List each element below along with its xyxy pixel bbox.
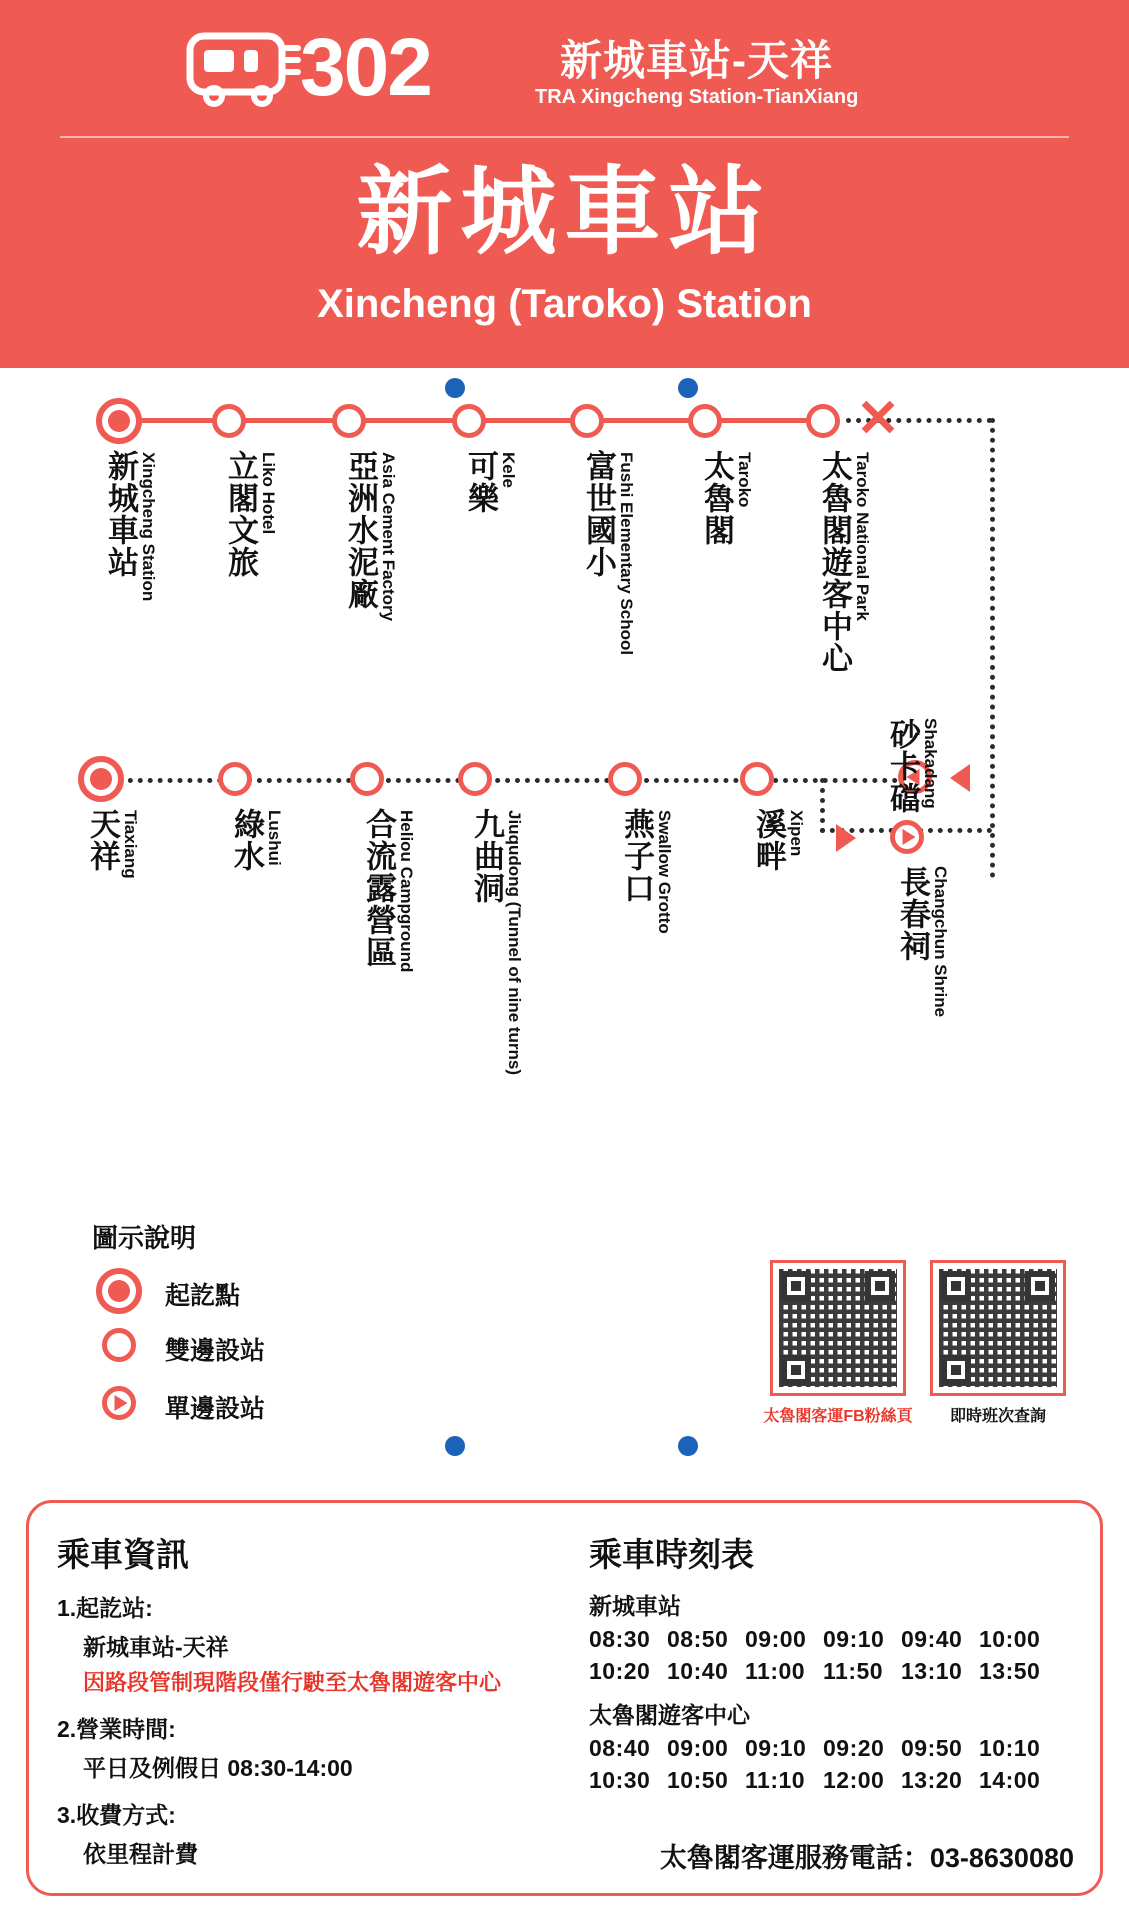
ride-info-section xyxy=(57,1529,577,1869)
stop-marker-swallow-grotto[interactable] xyxy=(608,762,642,796)
legend-both-side-stop-icon xyxy=(102,1328,136,1362)
legend-label-0: 起訖點 xyxy=(165,1282,241,1310)
stop-marker-tiaxiang[interactable] xyxy=(78,756,124,802)
timetable-row xyxy=(589,1767,1089,1794)
bus-icon xyxy=(186,30,304,108)
route-map xyxy=(0,368,1129,1478)
stop-marker-changchun-shrine[interactable] xyxy=(890,820,924,854)
stop-label-en-1: Liko Hotel xyxy=(259,452,278,535)
stop-label-en-4: Fushi Elementary School xyxy=(617,452,636,656)
stop-label-zh-10: 九曲洞 xyxy=(469,808,504,904)
info-panel xyxy=(26,1500,1103,1896)
stop-marker-heliou-campground[interactable] xyxy=(350,762,384,796)
decor-dot xyxy=(678,1436,698,1456)
qr-code-facebook[interactable] xyxy=(770,1260,906,1396)
time-cell: 11:10 xyxy=(745,1767,806,1793)
stop-label-en-11: Swallow Grotto xyxy=(655,810,674,934)
stop-label-zh-2: 亞洲水泥廠 xyxy=(343,450,378,610)
service-suspended-x-icon: ✕ xyxy=(856,390,900,448)
inbound-route-connector xyxy=(820,778,825,833)
timetable-section xyxy=(589,1529,1089,1794)
time-cell: 09:40 xyxy=(901,1626,963,1652)
timetable-station-0: 新城車站 xyxy=(589,1593,681,1619)
stop-label-en-2: Asia Cement Factory xyxy=(379,452,398,622)
stop-label-en-7: Tiaxiang xyxy=(121,810,140,879)
timetable-title: 乘車時刻表 xyxy=(589,1536,754,1573)
qr-caption-realtime: 即時班次查詢 xyxy=(949,1408,1046,1425)
decor-dot xyxy=(445,1436,465,1456)
time-cell: 13:20 xyxy=(901,1767,963,1793)
stop-label-zh-4: 富世國小 xyxy=(581,450,616,578)
stop-label-zh-13: 長春祠 xyxy=(895,866,930,962)
info-item-value-1: 平日及例假日 08:30-14:00 xyxy=(83,1755,353,1781)
stop-label-en-3: Kele xyxy=(499,452,518,488)
route-name-zh: 新城車站-天祥 xyxy=(560,37,833,84)
time-cell: 13:50 xyxy=(979,1658,1041,1684)
qr-eye-icon xyxy=(1025,1271,1055,1301)
poster-header xyxy=(0,0,1129,368)
stop-marker-xingcheng-station[interactable] xyxy=(96,398,142,444)
stop-label-zh-5: 太魯閣 xyxy=(699,450,734,546)
header-divider xyxy=(60,136,1069,138)
time-cell: 11:50 xyxy=(823,1658,884,1684)
qr-eye-icon xyxy=(941,1355,971,1385)
stop-label-en-shakadang: Shakadang xyxy=(921,718,940,809)
timetable-row xyxy=(589,1626,1089,1653)
time-cell: 08:30 xyxy=(589,1626,651,1652)
stop-marker-xipen[interactable] xyxy=(740,762,774,796)
info-item-label-1: 2.營業時間: xyxy=(57,1716,176,1742)
stop-label-zh-shakadang: 砂卡礑 xyxy=(885,718,920,814)
timetable-station-1: 太魯閣遊客中心 xyxy=(589,1702,750,1728)
direction-arrow-left xyxy=(950,764,970,792)
legend-terminal-stop-icon xyxy=(96,1268,142,1314)
stop-marker-taroko-national-park[interactable] xyxy=(806,404,840,438)
stop-marker-lushui[interactable] xyxy=(218,762,252,796)
decor-dot xyxy=(445,378,465,398)
qr-eye-icon xyxy=(941,1271,971,1301)
qr-code-pattern xyxy=(939,1269,1057,1387)
time-cell: 09:00 xyxy=(667,1735,729,1761)
stop-label-en-6: Taroko National Park xyxy=(853,452,872,621)
time-cell: 09:50 xyxy=(901,1735,963,1761)
route-name-en: TRA Xingcheng Station-TianXiang xyxy=(535,86,859,108)
stop-marker-taroko[interactable] xyxy=(688,404,722,438)
time-cell: 14:00 xyxy=(979,1767,1041,1793)
info-item-value-0: 新城車站-天祥 xyxy=(83,1634,229,1660)
stop-marker-fushi-elementary-school[interactable] xyxy=(570,404,604,438)
time-cell: 10:50 xyxy=(667,1767,729,1793)
timetable-group-1 xyxy=(589,1697,1089,1794)
qr-code-realtime[interactable] xyxy=(930,1260,1066,1396)
stop-label-zh-3: 可樂 xyxy=(463,450,498,514)
stop-label-en-13: Changchun Shrine xyxy=(931,866,950,1018)
time-cell: 10:00 xyxy=(979,1626,1041,1652)
legend-label-2: 單邊設站 xyxy=(165,1395,266,1423)
time-cell: 08:50 xyxy=(667,1626,729,1652)
route-number: 302 xyxy=(300,22,431,113)
time-cell: 10:40 xyxy=(667,1658,729,1684)
timetable-row xyxy=(589,1658,1089,1685)
time-cell: 13:10 xyxy=(901,1658,963,1684)
stop-label-zh-11: 燕子口 xyxy=(619,808,654,904)
timetable-row xyxy=(589,1735,1089,1762)
qr-code-pattern xyxy=(779,1269,897,1387)
qr-eye-icon xyxy=(781,1355,811,1385)
stop-label-en-10: Jiuqudong (Tunnel of nine turns) xyxy=(505,810,524,1076)
legend-one-side-stop-icon xyxy=(102,1386,136,1420)
info-item-label-2: 3.收費方式: xyxy=(57,1802,176,1828)
time-cell: 09:10 xyxy=(823,1626,885,1652)
current-station-zh: 新城車站 xyxy=(356,159,773,266)
stop-label-en-8: Lushui xyxy=(265,810,284,866)
info-item-value-2: 依里程計費 xyxy=(83,1841,198,1867)
info-item-label-0: 1.起訖站: xyxy=(57,1595,153,1621)
stop-label-zh-1: 立閣文旅 xyxy=(223,450,258,578)
service-phone: 太魯閣客運服務電話：03-8630080 xyxy=(659,1843,1074,1873)
stop-label-en-12: Xipen xyxy=(787,810,806,857)
stop-label-zh-8: 綠水 xyxy=(229,808,264,872)
ride-info-title: 乘車資訊 xyxy=(57,1536,189,1573)
time-cell: 09:20 xyxy=(823,1735,885,1761)
stop-marker-asia-cement-factory[interactable] xyxy=(332,404,366,438)
stop-label-zh-0: 新城車站 xyxy=(103,450,138,578)
legend-title: 圖示說明 xyxy=(92,1223,197,1253)
qr-eye-icon xyxy=(781,1271,811,1301)
info-item-warning-0: 因路段管制現階段僅行駛至太魯閣遊客中心 xyxy=(83,1670,502,1695)
time-cell: 11:00 xyxy=(745,1658,806,1684)
header-top-row xyxy=(0,0,1129,135)
time-cell: 09:10 xyxy=(745,1735,807,1761)
qr-eye-icon xyxy=(865,1271,895,1301)
stop-label-en-9: Heliou Campground xyxy=(397,810,416,973)
time-cell: 12:00 xyxy=(823,1767,885,1793)
time-cell: 10:10 xyxy=(979,1735,1041,1761)
time-cell: 08:40 xyxy=(589,1735,651,1761)
legend-label-1: 雙邊設站 xyxy=(165,1337,266,1365)
stop-label-zh-12: 溪畔 xyxy=(751,808,786,872)
stop-marker-kele[interactable] xyxy=(452,404,486,438)
time-cell: 10:20 xyxy=(589,1658,651,1684)
timetable-group-0 xyxy=(589,1588,1089,1685)
stop-label-zh-7: 天祥 xyxy=(85,808,120,872)
current-station-en: Xincheng (Taroko) Station xyxy=(317,282,812,326)
stop-label-zh-9: 合流露營區 xyxy=(361,808,396,968)
stop-label-zh-6: 太魯閣遊客中心 xyxy=(817,450,852,674)
stop-marker-jiuqudong[interactable] xyxy=(458,762,492,796)
direction-arrow-right xyxy=(836,824,856,852)
time-cell: 09:00 xyxy=(745,1626,807,1652)
stop-label-en-5: Taroko xyxy=(735,452,754,508)
decor-dot xyxy=(678,378,698,398)
time-cell: 10:30 xyxy=(589,1767,651,1793)
suspended-route-line-right xyxy=(990,418,995,878)
stop-marker-liko-hotel[interactable] xyxy=(212,404,246,438)
stop-label-en-0: Xingcheng Station xyxy=(139,452,158,602)
qr-caption-facebook: 太魯閣客運FB粉絲頁 xyxy=(763,1408,913,1425)
